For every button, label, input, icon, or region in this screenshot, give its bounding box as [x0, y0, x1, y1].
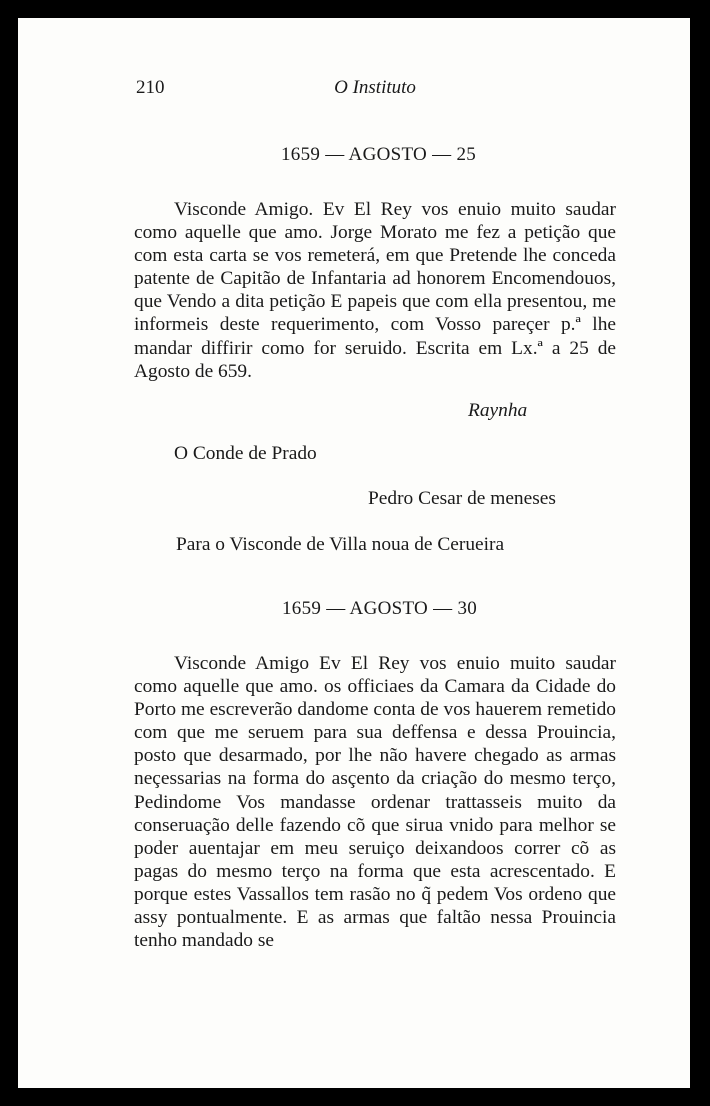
letter-1-address: Para o Visconde de Villa noua de Cerueira — [176, 534, 505, 555]
page-number: 210 — [136, 77, 165, 98]
document-page — [18, 18, 690, 1088]
letter-2-date: 1659 — AGOSTO — 30 — [282, 598, 478, 619]
letter-1-body — [134, 198, 616, 383]
letter-2-body — [134, 652, 616, 952]
letter-1-countersign: O Conde de Prado — [174, 443, 317, 464]
letter-1-secretary: Pedro Cesar de meneses — [368, 488, 556, 509]
letter-1-text: Visconde Amigo. Ev El Rey vos enuio muito saudar como aquelle que amo. Jorge Morato me fez a petição que com esta carta se vos remeterá, em que Pretende lhe conceda patente de Capitão de Infantaria ad honorem Encomendouos, que Vendo a dita petição E papeis que com ella presentou, me informeis deste requerimento, com Vosso pareçer p.ª lhe mandar diffirir como for seruido. Escrita em Lx.ª a 25 de Agosto de 659. — [134, 199, 616, 382]
running-title: O Instituto — [334, 77, 416, 98]
letter-1-signature: Raynha — [468, 400, 528, 421]
letter-1-date: 1659 — AGOSTO — 25 — [281, 144, 477, 165]
letter-2-text: Visconde Amigo Ev El Rey vos enuio muito saudar como aquelle que amo. os officiaes da Camara da Cidade do Porto me escreverão dandome conta de vos hauerem remetido com que me seruem para sua deffensa e dessa Prouincia, posto que desarmado, por lhe não havere chegado as armas neçessarias na forma do asçento da criação do mesmo terço, Pedindome Vos mandasse ordenar trattasseis muito da conseruação delle fazendo cõ que sirua vnido para melhor se poder auentajar em meu seruiço deixandoos correr cõ as pagas do mesmo terço na forma que esta acrescentado. E porque estes Vassallos tem rasão no q̃ pedem Vos ordeno que assy pontualmente. E as armas que faltão nessa Prouincia tenho mandado se — [134, 653, 616, 952]
